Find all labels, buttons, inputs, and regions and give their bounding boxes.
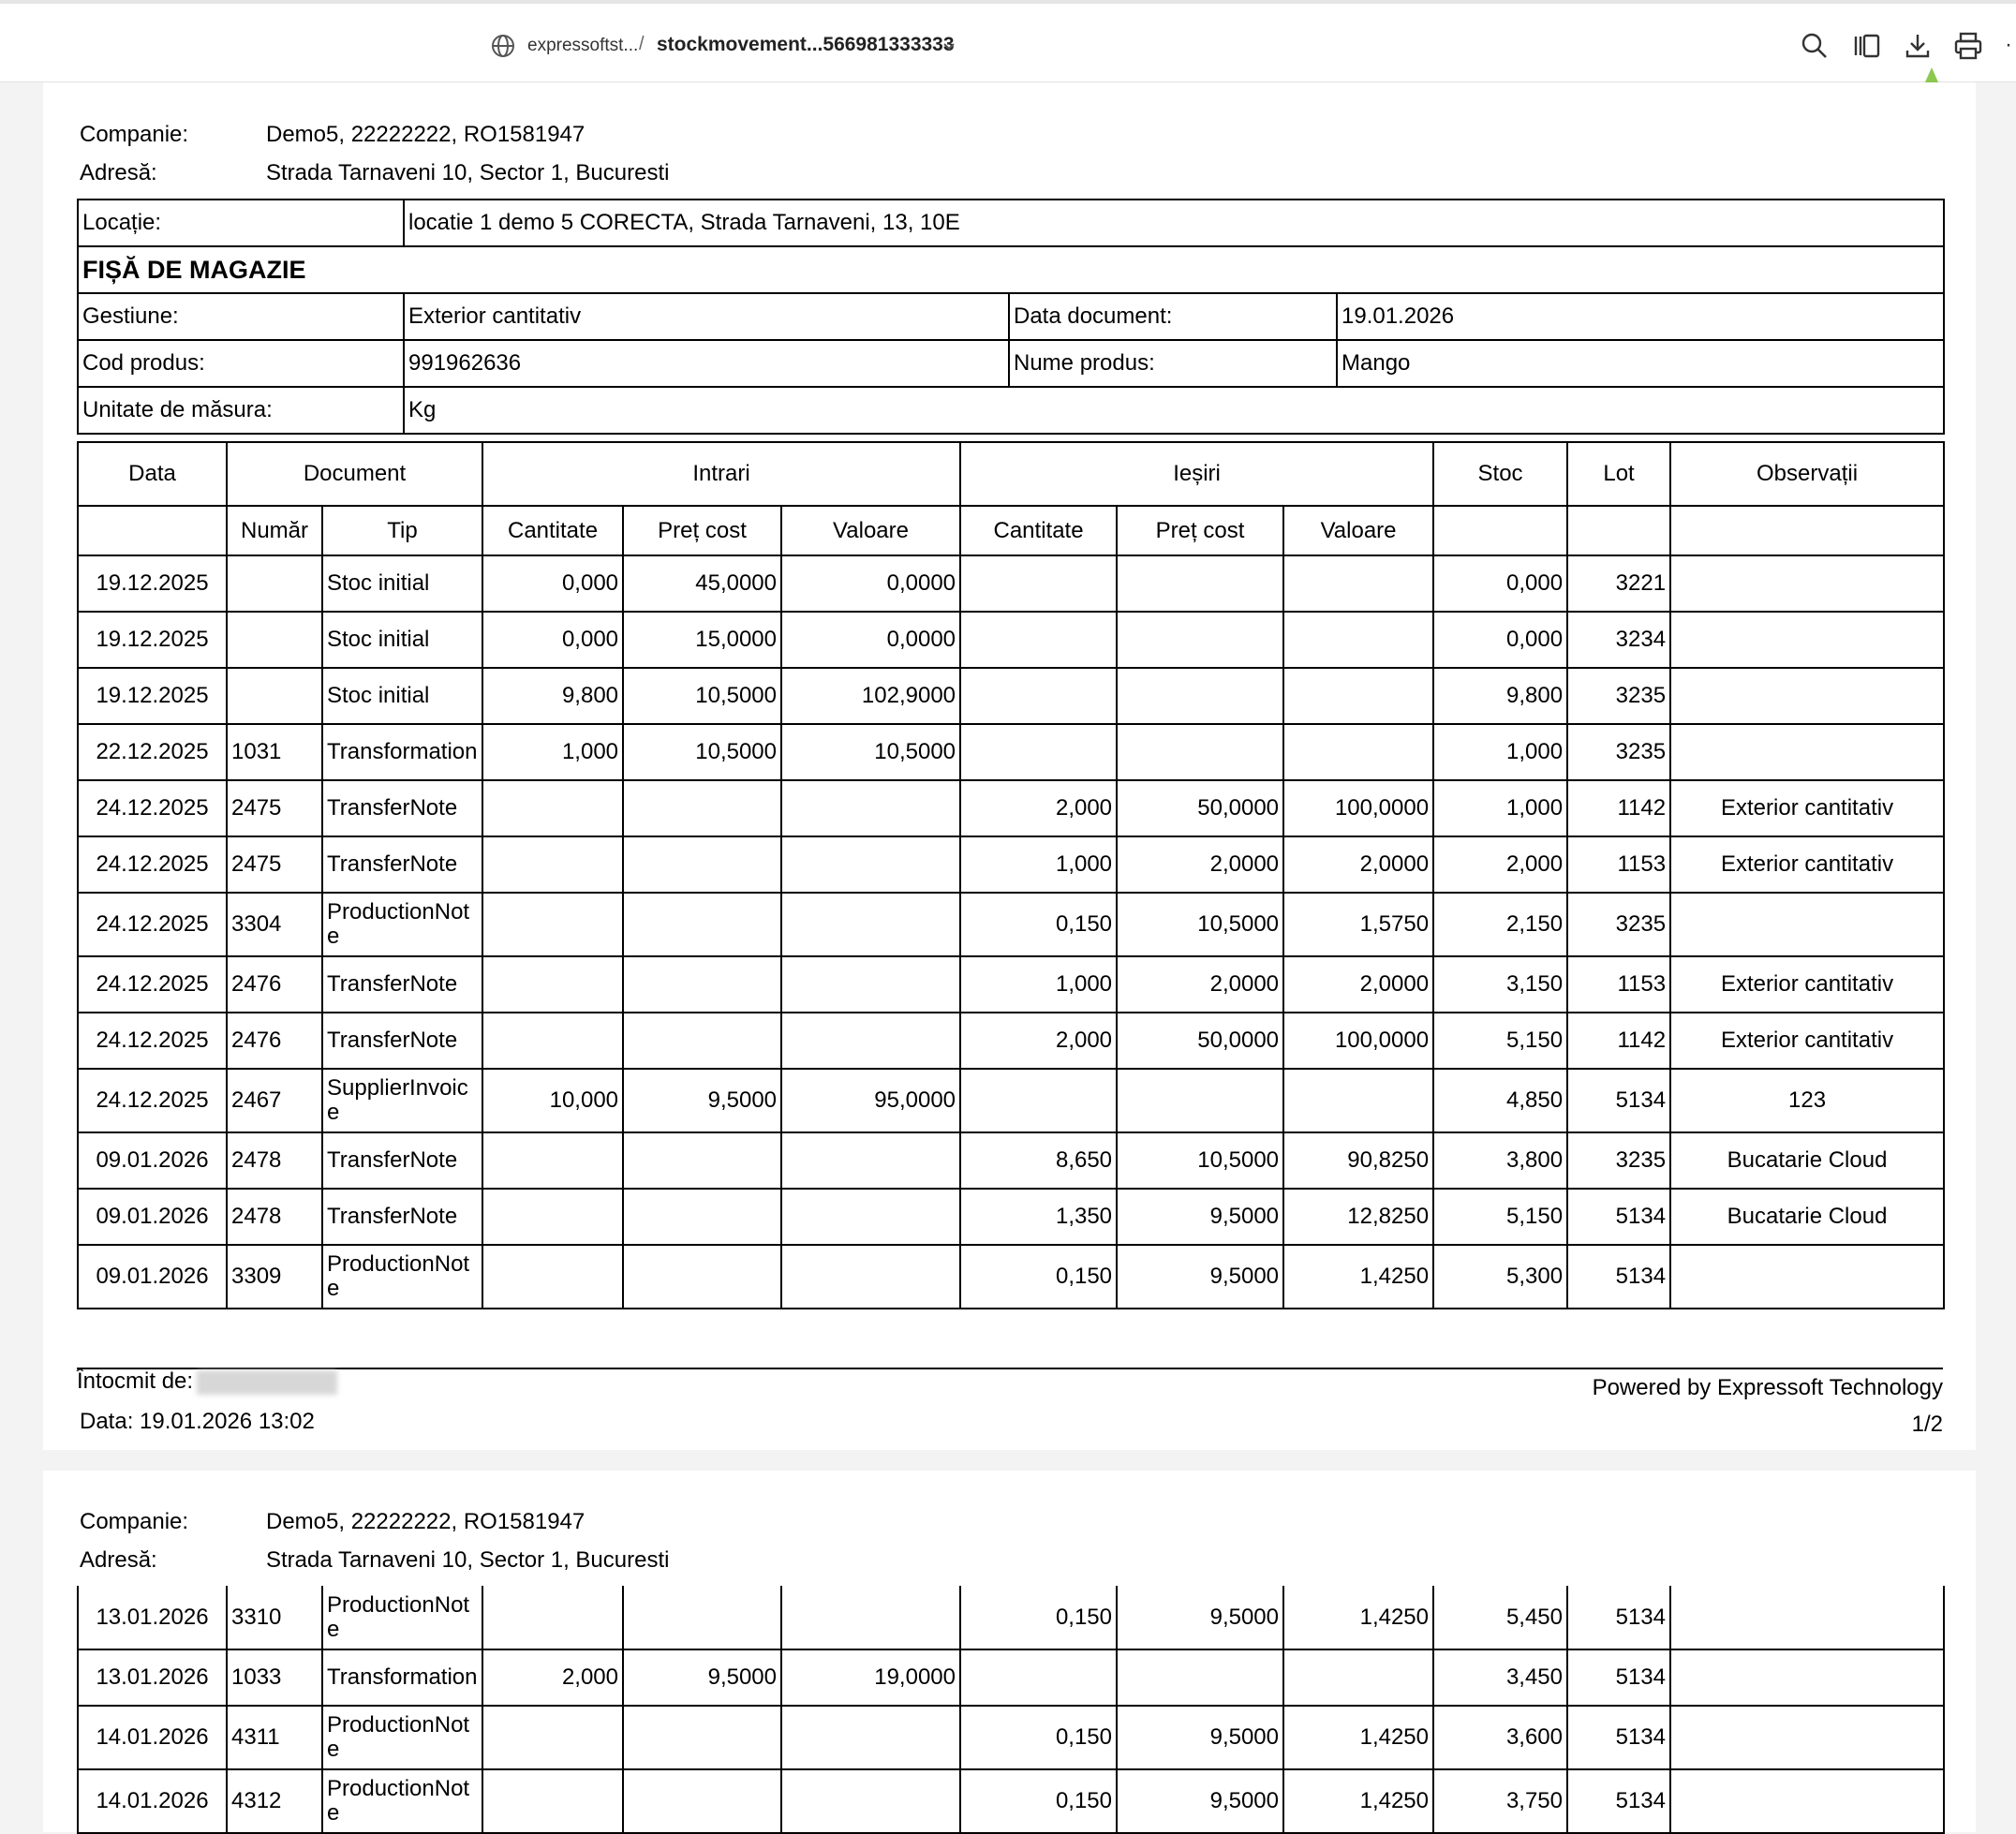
cell-data: 19.12.2025 — [78, 668, 227, 724]
cell-intrari-valoare — [781, 1189, 960, 1245]
table-row — [78, 893, 1944, 956]
table-row — [78, 1245, 1944, 1309]
unitate-masura-value: Kg — [404, 387, 1944, 434]
cell-numar — [227, 668, 322, 724]
cod-produs-label: Cod produs: — [78, 340, 404, 387]
cell-lot: 5134 — [1567, 1649, 1670, 1706]
cell-stoc: 1,000 — [1433, 780, 1567, 836]
cell-iesiri-pret — [1117, 668, 1283, 724]
table-row — [78, 612, 1944, 668]
address-label: Adresă: — [80, 160, 157, 185]
cell-iesiri-pret: 9,5000 — [1117, 1769, 1283, 1833]
cell-intrari-pret — [623, 1132, 781, 1189]
document-page-2 — [43, 1471, 1976, 1832]
cell-iesiri-pret: 50,0000 — [1117, 1013, 1283, 1069]
cell-intrari-pret: 10,5000 — [623, 724, 781, 780]
cell-stoc: 5,150 — [1433, 1189, 1567, 1245]
cell-observatii — [1670, 555, 1944, 612]
cell-tip: TransferNote — [322, 836, 482, 893]
cell-intrari-pret — [623, 1586, 781, 1649]
cell-stoc: 0,000 — [1433, 555, 1567, 612]
cell-intrari-cantitate — [482, 956, 623, 1013]
company-label: Companie: — [80, 1509, 189, 1534]
cell-iesiri-valoare — [1283, 555, 1433, 612]
cell-tip: TransferNote — [322, 1013, 482, 1069]
cell-iesiri-cantitate — [960, 555, 1117, 612]
cell-numar: 3304 — [227, 893, 322, 956]
cell-lot: 3235 — [1567, 893, 1670, 956]
cell-iesiri-cantitate — [960, 668, 1117, 724]
cell-observatii — [1670, 1769, 1944, 1833]
cell-iesiri-cantitate: 1,000 — [960, 956, 1117, 1013]
document-title: FIȘĂ DE MAGAZIE — [78, 246, 1944, 293]
cell-lot: 1153 — [1567, 836, 1670, 893]
cell-numar — [227, 555, 322, 612]
cell-iesiri-pret: 10,5000 — [1117, 1132, 1283, 1189]
cell-iesiri-cantitate: 0,150 — [960, 1245, 1117, 1309]
subcol-intrari-cantitate: Cantitate — [482, 506, 623, 555]
cell-numar: 2478 — [227, 1132, 322, 1189]
cell-numar — [227, 612, 322, 668]
cell-intrari-cantitate: 0,000 — [482, 612, 623, 668]
cell-observatii: Exterior cantitativ — [1670, 1013, 1944, 1069]
cell-intrari-pret — [623, 956, 781, 1013]
address-value: Strada Tarnaveni 10, Sector 1, Bucuresti — [266, 1547, 670, 1573]
cell-iesiri-pret: 10,5000 — [1117, 893, 1283, 956]
cell-intrari-cantitate: 9,800 — [482, 668, 623, 724]
cell-iesiri-valoare: 1,4250 — [1283, 1706, 1433, 1769]
more-options-icon[interactable]: · — [2005, 32, 2012, 57]
table-row — [78, 1706, 1944, 1769]
table-row — [78, 836, 1944, 893]
cell-stoc: 3,750 — [1433, 1769, 1567, 1833]
subcol-empty — [1670, 506, 1944, 555]
cell-intrari-cantitate — [482, 1189, 623, 1245]
gestiune-value: Exterior cantitativ — [404, 293, 1009, 340]
table-row — [78, 956, 1944, 1013]
cell-numar: 2476 — [227, 1013, 322, 1069]
table-row — [78, 1769, 1944, 1833]
cell-tip: TransferNote — [322, 1189, 482, 1245]
cell-iesiri-valoare: 1,5750 — [1283, 893, 1433, 956]
nume-produs-value: Mango — [1337, 340, 1944, 387]
col-iesiri: Ieșiri — [960, 442, 1433, 506]
cell-lot: 3235 — [1567, 1132, 1670, 1189]
cell-data: 22.12.2025 — [78, 724, 227, 780]
pdf-viewer-toolbar — [0, 0, 2016, 82]
cell-iesiri-valoare: 90,8250 — [1283, 1132, 1433, 1189]
cell-iesiri-pret: 9,5000 — [1117, 1189, 1283, 1245]
cell-iesiri-pret: 9,5000 — [1117, 1706, 1283, 1769]
col-intrari: Intrari — [482, 442, 960, 506]
cell-tip: SupplierInvoic e — [322, 1069, 482, 1132]
cell-intrari-valoare — [781, 1013, 960, 1069]
table-row — [78, 1649, 1944, 1706]
cell-iesiri-valoare: 2,0000 — [1283, 836, 1433, 893]
cell-iesiri-cantitate: 0,150 — [960, 1769, 1117, 1833]
cell-data: 09.01.2026 — [78, 1132, 227, 1189]
cell-data: 24.12.2025 — [78, 1013, 227, 1069]
cell-intrari-valoare — [781, 836, 960, 893]
cell-iesiri-valoare: 1,4250 — [1283, 1586, 1433, 1649]
cell-intrari-cantitate — [482, 1132, 623, 1189]
cell-iesiri-cantitate — [960, 724, 1117, 780]
cell-data: 14.01.2026 — [78, 1706, 227, 1769]
cell-iesiri-cantitate: 2,000 — [960, 1013, 1117, 1069]
nume-produs-label: Nume produs: — [1009, 340, 1337, 387]
cell-data: 13.01.2026 — [78, 1586, 227, 1649]
cell-iesiri-cantitate — [960, 1649, 1117, 1706]
cell-data: 24.12.2025 — [78, 893, 227, 956]
cell-tip: TransferNote — [322, 1132, 482, 1189]
cell-observatii — [1670, 1649, 1944, 1706]
cell-data: 13.01.2026 — [78, 1649, 227, 1706]
cell-intrari-pret — [623, 1189, 781, 1245]
cell-data: 09.01.2026 — [78, 1189, 227, 1245]
cell-iesiri-cantitate: 2,000 — [960, 780, 1117, 836]
cell-observatii: Exterior cantitativ — [1670, 780, 1944, 836]
cell-iesiri-pret — [1117, 612, 1283, 668]
cell-observatii — [1670, 724, 1944, 780]
cell-tip: ProductionNot e — [322, 1769, 482, 1833]
cell-observatii: Bucatarie Cloud — [1670, 1189, 1944, 1245]
print-icon[interactable] — [1952, 30, 1984, 62]
page-view-icon[interactable] — [1851, 30, 1883, 62]
path-separator: / — [639, 34, 645, 54]
cell-iesiri-valoare: 2,0000 — [1283, 956, 1433, 1013]
cell-numar: 2476 — [227, 956, 322, 1013]
cell-intrari-valoare: 0,0000 — [781, 555, 960, 612]
cell-lot: 3235 — [1567, 724, 1670, 780]
cell-intrari-cantitate: 1,000 — [482, 724, 623, 780]
cell-numar: 2475 — [227, 780, 322, 836]
cell-numar: 4311 — [227, 1706, 322, 1769]
document-page-1 — [43, 82, 1976, 1450]
cell-intrari-valoare — [781, 893, 960, 956]
cell-intrari-cantitate: 10,000 — [482, 1069, 623, 1132]
subcol-tip: Tip — [322, 506, 482, 555]
cell-stoc: 1,000 — [1433, 724, 1567, 780]
product-info-table — [77, 199, 1945, 435]
cell-iesiri-cantitate: 1,350 — [960, 1189, 1117, 1245]
prepared-by-label: Întocmit de: — [77, 1368, 194, 1394]
cell-tip: TransferNote — [322, 956, 482, 1013]
powered-by: Powered by Expressoft Technology — [1592, 1375, 1943, 1400]
col-observatii: Observații — [1670, 442, 1944, 506]
cell-iesiri-pret — [1117, 1069, 1283, 1132]
cell-intrari-cantitate — [482, 780, 623, 836]
cell-observatii: Exterior cantitativ — [1670, 956, 1944, 1013]
cell-intrari-pret — [623, 836, 781, 893]
cell-data: 24.12.2025 — [78, 780, 227, 836]
table-row — [78, 1069, 1944, 1132]
cell-numar: 1031 — [227, 724, 322, 780]
cell-data: 19.12.2025 — [78, 555, 227, 612]
table-row — [78, 1189, 1944, 1245]
cell-stoc: 2,000 — [1433, 836, 1567, 893]
cell-iesiri-cantitate — [960, 1069, 1117, 1132]
cell-intrari-pret — [623, 893, 781, 956]
cell-numar: 2467 — [227, 1069, 322, 1132]
cell-data: 24.12.2025 — [78, 956, 227, 1013]
company-value: Demo5, 22222222, RO1581947 — [266, 1509, 586, 1534]
cell-stoc: 5,300 — [1433, 1245, 1567, 1309]
redacted-name — [197, 1370, 337, 1395]
cell-stoc: 0,000 — [1433, 612, 1567, 668]
table-row — [78, 555, 1944, 612]
cell-iesiri-valoare: 100,0000 — [1283, 780, 1433, 836]
table-row — [78, 724, 1944, 780]
cell-observatii: Exterior cantitativ — [1670, 836, 1944, 893]
cell-intrari-valoare — [781, 1586, 960, 1649]
cell-numar: 2475 — [227, 836, 322, 893]
subcol-empty — [1567, 506, 1670, 555]
col-document: Document — [227, 442, 482, 506]
cell-intrari-valoare — [781, 1245, 960, 1309]
company-label: Companie: — [80, 122, 189, 147]
subcol-intrari-pret: Preț cost — [623, 506, 781, 555]
cell-intrari-pret — [623, 1769, 781, 1833]
cell-intrari-pret — [623, 1245, 781, 1309]
cell-numar: 3310 — [227, 1586, 322, 1649]
cell-iesiri-valoare: 1,4250 — [1283, 1769, 1433, 1833]
cell-lot: 5134 — [1567, 1706, 1670, 1769]
cell-intrari-pret: 15,0000 — [623, 612, 781, 668]
cell-observatii — [1670, 612, 1944, 668]
subcol-numar: Număr — [227, 506, 322, 555]
data-document-value: 19.01.2026 — [1337, 293, 1944, 340]
cell-numar: 1033 — [227, 1649, 322, 1706]
chevron-down-icon[interactable] — [940, 37, 958, 56]
cell-stoc: 3,600 — [1433, 1706, 1567, 1769]
stock-movement-table-continued — [77, 1586, 1945, 1834]
cell-observatii — [1670, 668, 1944, 724]
cell-iesiri-pret — [1117, 555, 1283, 612]
col-lot: Lot — [1567, 442, 1670, 506]
cell-intrari-pret: 9,5000 — [623, 1649, 781, 1706]
download-icon[interactable] — [1902, 30, 1934, 62]
cell-stoc: 3,800 — [1433, 1132, 1567, 1189]
cell-iesiri-valoare — [1283, 724, 1433, 780]
cell-intrari-valoare: 95,0000 — [781, 1069, 960, 1132]
cell-intrari-cantitate: 2,000 — [482, 1649, 623, 1706]
cell-intrari-pret: 10,5000 — [623, 668, 781, 724]
cell-intrari-cantitate — [482, 893, 623, 956]
cell-observatii — [1670, 1245, 1944, 1309]
address-label: Adresă: — [80, 1547, 157, 1573]
col-stoc: Stoc — [1433, 442, 1567, 506]
cell-iesiri-pret: 2,0000 — [1117, 836, 1283, 893]
cell-lot: 3221 — [1567, 555, 1670, 612]
table-row — [78, 780, 1944, 836]
cell-iesiri-pret — [1117, 724, 1283, 780]
stock-movement-table — [77, 441, 1945, 1309]
cell-stoc: 4,850 — [1433, 1069, 1567, 1132]
unitate-masura-label: Unitate de măsura: — [78, 387, 404, 434]
cell-intrari-valoare: 10,5000 — [781, 724, 960, 780]
cell-iesiri-cantitate: 0,150 — [960, 893, 1117, 956]
cell-lot: 1153 — [1567, 956, 1670, 1013]
cell-intrari-pret — [623, 1013, 781, 1069]
cell-iesiri-valoare — [1283, 612, 1433, 668]
cell-intrari-pret: 45,0000 — [623, 555, 781, 612]
cell-lot: 5134 — [1567, 1189, 1670, 1245]
address-value: Strada Tarnaveni 10, Sector 1, Bucuresti — [266, 160, 670, 185]
cell-intrari-valoare — [781, 780, 960, 836]
cell-iesiri-cantitate: 0,150 — [960, 1586, 1117, 1649]
search-icon[interactable] — [1799, 30, 1831, 62]
subcol-iesiri-cantitate: Cantitate — [960, 506, 1117, 555]
cell-data: 09.01.2026 — [78, 1245, 227, 1309]
cell-lot: 3234 — [1567, 612, 1670, 668]
cell-stoc: 3,450 — [1433, 1649, 1567, 1706]
cell-observatii: Bucatarie Cloud — [1670, 1132, 1944, 1189]
cell-stoc: 5,450 — [1433, 1586, 1567, 1649]
page-number: 1/2 — [1911, 1412, 1943, 1437]
cell-iesiri-cantitate — [960, 612, 1117, 668]
cell-numar: 3309 — [227, 1245, 322, 1309]
cell-tip: Stoc initial — [322, 555, 482, 612]
cell-lot: 5134 — [1567, 1769, 1670, 1833]
prepared-by — [77, 1368, 337, 1395]
cell-intrari-cantitate: 0,000 — [482, 555, 623, 612]
cell-data: 24.12.2025 — [78, 1069, 227, 1132]
cell-stoc: 2,150 — [1433, 893, 1567, 956]
subcol-intrari-valoare: Valoare — [781, 506, 960, 555]
cell-tip: ProductionNot e — [322, 893, 482, 956]
cell-observatii — [1670, 1706, 1944, 1769]
cell-intrari-valoare: 0,0000 — [781, 612, 960, 668]
cell-intrari-cantitate — [482, 836, 623, 893]
cell-data: 14.01.2026 — [78, 1769, 227, 1833]
cell-iesiri-pret — [1117, 1649, 1283, 1706]
subcol-iesiri-valoare: Valoare — [1283, 506, 1433, 555]
table-row — [78, 668, 1944, 724]
cell-iesiri-pret: 2,0000 — [1117, 956, 1283, 1013]
cell-intrari-cantitate — [482, 1245, 623, 1309]
cell-intrari-valoare: 102,9000 — [781, 668, 960, 724]
cell-numar: 4312 — [227, 1769, 322, 1833]
table-row — [78, 1132, 1944, 1189]
cell-iesiri-pret: 50,0000 — [1117, 780, 1283, 836]
cell-lot: 1142 — [1567, 1013, 1670, 1069]
cell-lot: 5134 — [1567, 1069, 1670, 1132]
cell-iesiri-valoare: 12,8250 — [1283, 1189, 1433, 1245]
cell-stoc: 9,800 — [1433, 668, 1567, 724]
cell-intrari-cantitate — [482, 1706, 623, 1769]
cell-lot: 5134 — [1567, 1245, 1670, 1309]
cell-tip: Transformation — [322, 724, 482, 780]
cell-iesiri-valoare: 100,0000 — [1283, 1013, 1433, 1069]
location-value: locatie 1 demo 5 CORECTA, Strada Tarnaveni, 13, 10E — [404, 200, 1944, 246]
cell-intrari-valoare — [781, 1769, 960, 1833]
cell-observatii — [1670, 1586, 1944, 1649]
cell-iesiri-valoare — [1283, 1069, 1433, 1132]
cell-iesiri-valoare — [1283, 668, 1433, 724]
cell-intrari-pret — [623, 1706, 781, 1769]
cell-iesiri-cantitate: 0,150 — [960, 1706, 1117, 1769]
cell-iesiri-valoare: 1,4250 — [1283, 1245, 1433, 1309]
cell-intrari-valoare — [781, 1132, 960, 1189]
cell-numar: 2478 — [227, 1189, 322, 1245]
subcol-empty — [1433, 506, 1567, 555]
cell-tip: ProductionNot e — [322, 1586, 482, 1649]
table-row — [78, 1013, 1944, 1069]
cell-tip: Transformation — [322, 1649, 482, 1706]
cell-iesiri-cantitate: 8,650 — [960, 1132, 1117, 1189]
cell-tip: ProductionNot e — [322, 1245, 482, 1309]
print-date: Data: 19.01.2026 13:02 — [80, 1409, 315, 1434]
cell-observatii — [1670, 893, 1944, 956]
cell-lot: 3235 — [1567, 668, 1670, 724]
subcol-iesiri-pret: Preț cost — [1117, 506, 1283, 555]
cell-intrari-valoare — [781, 956, 960, 1013]
table-row — [78, 1586, 1944, 1649]
cell-intrari-pret: 9,5000 — [623, 1069, 781, 1132]
data-document-label: Data document: — [1009, 293, 1337, 340]
file-name[interactable]: stockmovement...566981333333 — [657, 34, 955, 55]
cell-lot: 5134 — [1567, 1586, 1670, 1649]
cell-stoc: 5,150 — [1433, 1013, 1567, 1069]
globe-icon — [489, 32, 517, 60]
cell-tip: Stoc initial — [322, 612, 482, 668]
cell-tip: ProductionNot e — [322, 1706, 482, 1769]
cell-tip: Stoc initial — [322, 668, 482, 724]
footer-divider — [77, 1368, 1943, 1369]
cell-intrari-valoare: 19,0000 — [781, 1649, 960, 1706]
cell-intrari-cantitate — [482, 1586, 623, 1649]
cell-lot: 1142 — [1567, 780, 1670, 836]
col-data: Data — [78, 442, 227, 506]
company-value: Demo5, 22222222, RO1581947 — [266, 122, 586, 147]
cod-produs-value: 991962636 — [404, 340, 1009, 387]
subcol-empty — [78, 506, 227, 555]
cell-intrari-cantitate — [482, 1013, 623, 1069]
location-label: Locație: — [78, 200, 404, 246]
gestiune-label: Gestiune: — [78, 293, 404, 340]
cell-observatii: 123 — [1670, 1069, 1944, 1132]
cell-intrari-valoare — [781, 1706, 960, 1769]
site-name[interactable]: expressoftst... — [527, 36, 639, 55]
cell-intrari-cantitate — [482, 1769, 623, 1833]
cell-tip: TransferNote — [322, 780, 482, 836]
cell-data: 24.12.2025 — [78, 836, 227, 893]
cell-iesiri-pret: 9,5000 — [1117, 1586, 1283, 1649]
cell-iesiri-valoare — [1283, 1649, 1433, 1706]
cell-iesiri-pret: 9,5000 — [1117, 1245, 1283, 1309]
cell-stoc: 3,150 — [1433, 956, 1567, 1013]
cell-data: 19.12.2025 — [78, 612, 227, 668]
cell-iesiri-cantitate: 1,000 — [960, 836, 1117, 893]
cell-intrari-pret — [623, 780, 781, 836]
